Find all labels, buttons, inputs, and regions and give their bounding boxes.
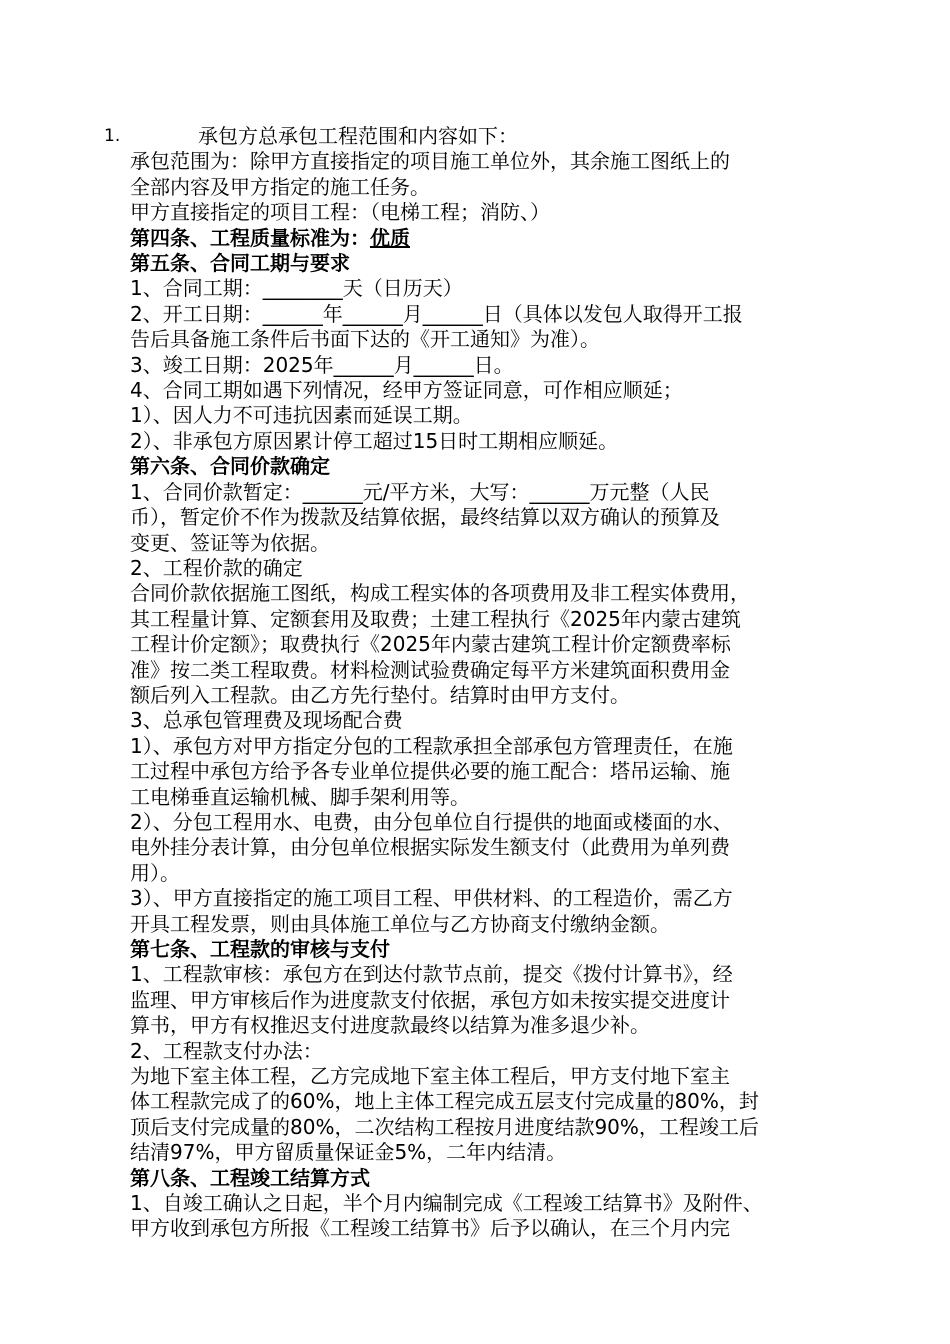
paragraph-line: 开具工程发票，则由具体施工单位与乙方协商支付缴纳金额。: [130, 911, 670, 936]
paragraph-line: 1）、因人力不可违抗因素而延误工期。: [130, 403, 473, 428]
paragraph-line: 1、工程款审核：承包方在到达付款节点前，提交《拨付计算书》，经: [130, 962, 733, 987]
paragraph-line: 1）、承包方对甲方指定分包的工程款承担全部承包方管理责任，在施: [130, 733, 733, 758]
paragraph-line: 3、竣工日期：2025年______月______日。: [130, 352, 514, 377]
paragraph-line: 承包范围为：除甲方直接指定的项目施工单位外，其余施工图纸上的: [130, 149, 730, 174]
paragraph-line: 其工程量计算、定额套用及取费；土建工程执行《2025年内蒙古建筑: [130, 606, 741, 631]
paragraph-line: 甲方收到承包方所报《工程竣工结算书》后予以确认，在三个月内完: [130, 1216, 730, 1241]
paragraph-line: 2、工程价款的确定: [130, 555, 303, 580]
paragraph-line: 2）、非承包方原因累计停工超过15日时工期相应顺延。: [130, 428, 619, 453]
paragraph-line: 3）、甲方直接指定的施工项目工程、甲供材料、的工程造价，需乙方: [130, 886, 733, 911]
item-number: 1.: [104, 126, 121, 146]
paragraph-line: 顶后支付完成量的80%，二次结构工程按月进度结款90%，工程竣工后: [130, 1114, 759, 1139]
item-text: 承包方总承包工程范围和内容如下：: [198, 124, 518, 148]
paragraph-line: 1、合同工期：________天（日历天）: [130, 276, 463, 301]
paragraph-line: 为地下室主体工程，乙方完成地下室主体工程后，甲方支付地下室主: [130, 1064, 730, 1089]
article-6-heading: 第六条、合同价款确定: [130, 454, 330, 479]
paragraph-line: 3、总承包管理费及现场配合费: [130, 708, 403, 733]
paragraph-line: 体工程款完成了的60%，地上主体工程完成五层支付完成量的80%，封: [130, 1089, 759, 1114]
paragraph-line: 告后具备施工条件后书面下达的《开工通知》为准）。: [130, 327, 600, 352]
paragraph-line: 2、开工日期：______年______月______日（具体以发包人取得开工报: [130, 301, 743, 326]
paragraph-line: 工程计价定额》；取费执行《2025年内蒙古建筑工程计价定额费率标: [130, 632, 731, 657]
paragraph-line: 甲方直接指定的项目工程：（电梯工程；消防、）: [130, 200, 550, 225]
paragraph-line: 1、合同价款暂定：______元/平方米，大写：______万元整（人民: [130, 479, 710, 504]
paragraph-line: 监理、甲方审核后作为进度款支付依据，承包方如未按实提交进度计: [130, 987, 730, 1012]
quality-standard-value: 优质: [370, 225, 410, 250]
article-7-heading: 第七条、工程款的审核与支付: [130, 937, 390, 961]
paragraph-line: 算书，甲方有权推迟支付进度款最终以结算为准多退少补。: [130, 1013, 650, 1038]
paragraph-line: 币），暂定价不作为拨款及结算依据，最终结算以双方确认的预算及: [130, 505, 720, 530]
paragraph-line: 工电梯垂直运输机械、脚手架利用等。: [130, 784, 470, 809]
paragraph-line: 2、工程款支付办法：: [130, 1038, 323, 1063]
paragraph-line: 结清97%，甲方留质量保证金5%，二年内结清。: [130, 1140, 567, 1165]
paragraph-line: 工过程中承包方给予各专业单位提供必要的施工配合：塔吊运输、施: [130, 759, 730, 784]
article-5-heading: 第五条、合同工期与要求: [130, 251, 350, 276]
paragraph-line: 1、自竣工确认之日起，半个月内编制完成《工程竣工结算书》及附件、: [130, 1191, 763, 1216]
paragraph-line: 2）、分包工程用水、电费，由分包单位自行提供的地面或楼面的水、: [130, 809, 733, 834]
scope-item-heading: [104, 124, 850, 149]
paragraph-line: 额后列入工程款。由乙方先行垫付。结算时由甲方支付。: [130, 682, 630, 707]
paragraph-line: 准》按二类工程取费。材料检测试验费确定每平方米建筑面积费用金: [130, 657, 730, 682]
paragraph-line: 全部内容及甲方指定的施工任务。: [130, 174, 430, 199]
article-8-heading: 第八条、工程竣工结算方式: [130, 1165, 370, 1190]
paragraph-line: 用）。: [130, 860, 180, 885]
paragraph-line: 合同价款依据施工图纸，构成工程实体的各项费用及非工程实体费用，: [130, 581, 750, 606]
paragraph-line: 电外挂分表计算，由分包单位根据实际发生额支付（此费用为单列费: [130, 835, 730, 860]
paragraph-line: 4、合同工期如遇下列情况，经甲方签证同意，可作相应顺延；: [130, 378, 683, 403]
article-4-heading: [130, 226, 850, 251]
paragraph-line: 变更、签证等为依据。: [130, 530, 330, 555]
article-4-label: 第四条、工程质量标准为：: [130, 225, 370, 250]
